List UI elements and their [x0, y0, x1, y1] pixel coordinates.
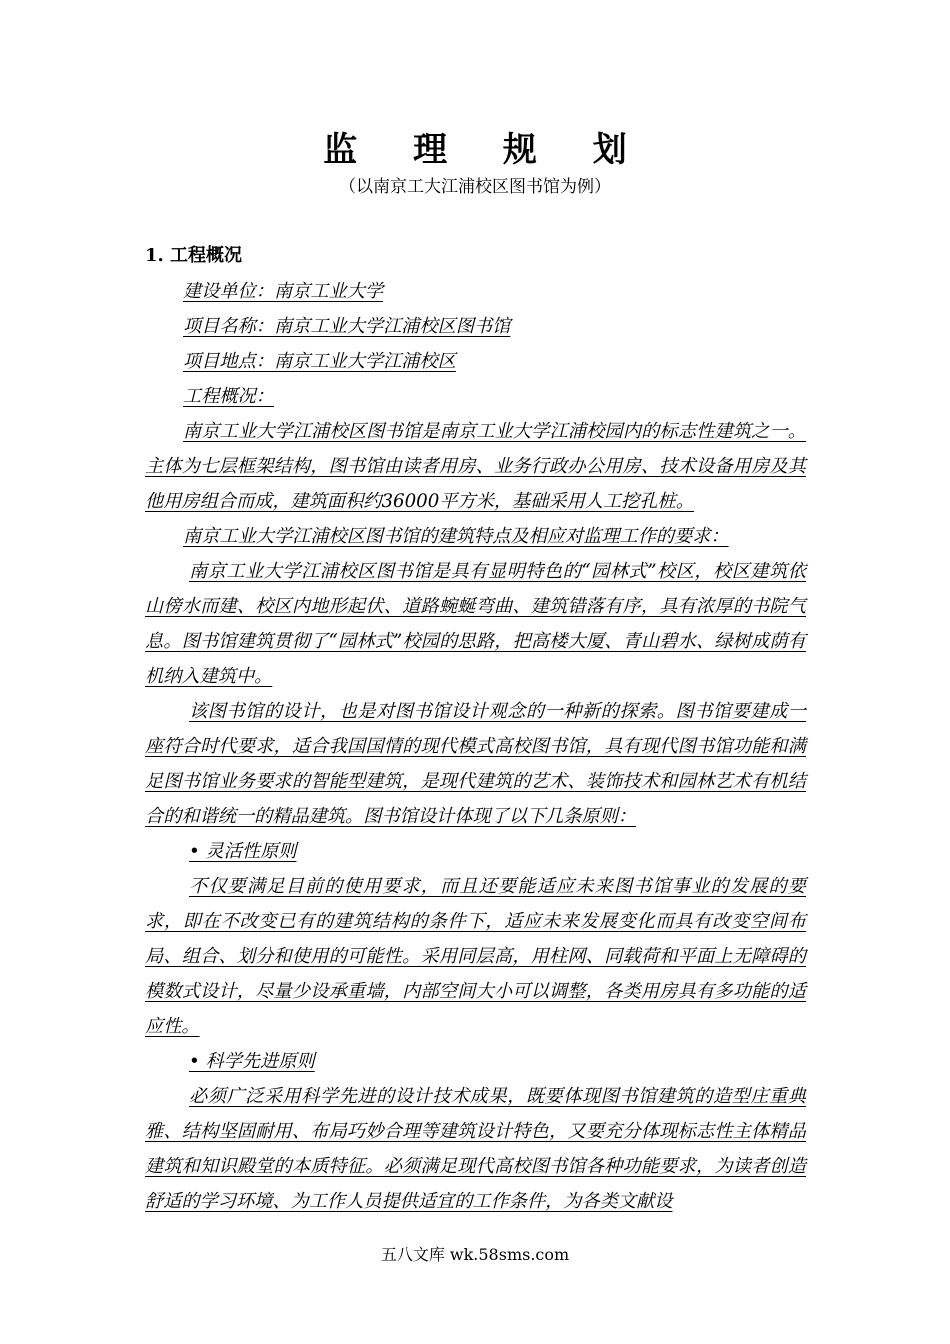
principle-flexibility-text: 不仅要满足目前的使用要求，而且还要能适应未来图书馆事业的发展的要求，即在不改变已有的建筑结构的条件下，适应未来发展变化而具有改变空间布局、组合、划分和使用的可能性。采用同层高，用柱网、同载荷和平面上无障碍的模数式设计，尽量少设承重墙，内部空间大小可以调整，各类用房具有多功能的适应性。 — [145, 876, 806, 1037]
info-line-project-name: 项目名称：南京工业大学江浦校区图书馆 — [183, 316, 511, 337]
document-title: 监 理 规 划 — [323, 130, 649, 170]
paragraph-overview: 南京工业大学江浦校区图书馆是南京工业大学江浦校园内的标志性建筑之一。主体为七层框架结构，图书馆由读者用房、业务行政办公用房、技术设备用房及其他用房组合而成，建筑面积约36000平方米，基础采用人工挖孔桩。 — [145, 421, 806, 512]
info-line-owner: 建设单位：南京工业大学 — [183, 281, 384, 302]
paragraph-garden-campus: 南京工业大学江浦校区图书馆是具有显明特色的“园林式”校区，校区建筑依山傍水而建、校区内地形起伏、道路蜿蜒弯曲、建筑错落有序，具有浓厚的书院气息。图书馆建筑贯彻了“园林式”校园的思路，把高楼大厦、青山碧水、绿树成荫有机纳入建筑中。 — [145, 561, 806, 687]
paragraph-features-intro: 南京工业大学江浦校区图书馆的建筑特点及相应对监理工作的要求： — [183, 526, 729, 547]
principle-scientific-title: • 科学先进原则 — [189, 1051, 315, 1072]
info-line-overview-label: 工程概况： — [183, 386, 274, 407]
principle-flexibility-title: • 灵活性原则 — [189, 841, 297, 862]
document-body — [145, 274, 806, 1219]
principle-scientific-text: 必须广泛采用科学先进的设计技术成果，既要体现图书馆建筑的造型庄重典雅、结构坚固耐用、布局巧妙合理等建筑设计特色，又要充分体现标志性主体精品建筑和知识殿堂的本质特征。必须满足现代高校图书馆各种功能要求，为读者创造舒适的学习环境、为工作人员提供适宜的工作条件，为各类文献设 — [145, 1086, 806, 1212]
document-subtitle: （以南京工大江浦校区图书馆为例） — [339, 177, 611, 197]
info-line-project-location: 项目地点：南京工业大学江浦校区 — [183, 351, 456, 372]
page-footer: 五八文库 wk.58sms.com — [380, 1245, 570, 1264]
section-heading: 1. 工程概况 — [145, 245, 243, 266]
paragraph-design-concept: 该图书馆的设计，也是对图书馆设计观念的一种新的探索。图书馆要建成一座符合时代要求，适合我国国情的现代模式高校图书馆，具有现代图书馆功能和满足图书馆业务要求的智能型建筑，是现代建筑的艺术、装饰技术和园林艺术有机结合的和谐统一的精品建筑。图书馆设计体现了以下几条原则： — [145, 701, 806, 827]
